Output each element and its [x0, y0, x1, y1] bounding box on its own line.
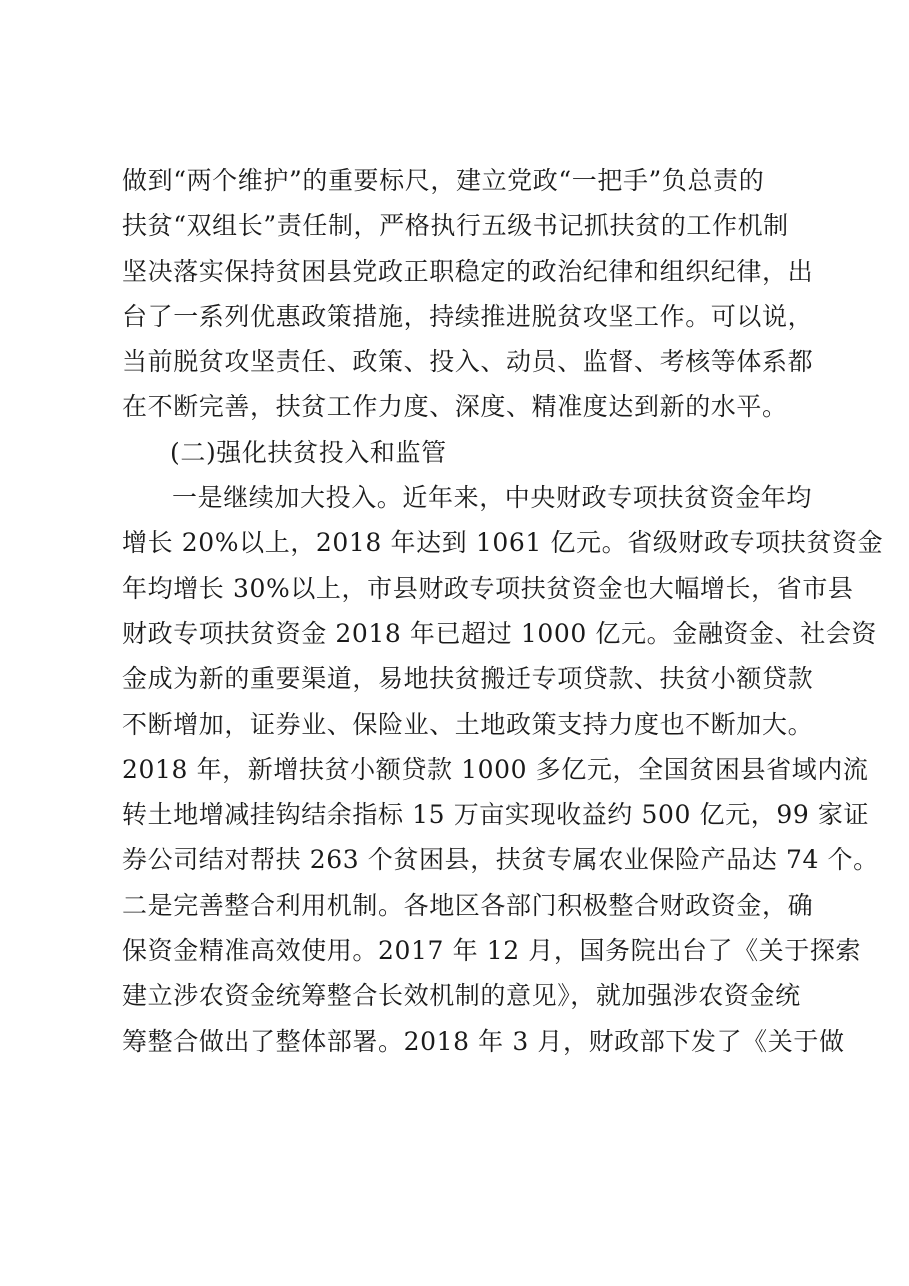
text-line: 转土地增减挂钩结余指标 15 万亩实现收益约 500 亿元，99 家证 — [122, 800, 870, 830]
text-line: 年均增长 30%以上，市县财政专项扶贫资金也大幅增长，省市县 — [122, 573, 854, 603]
text-line: 增长 20%以上，2018 年达到 1061 亿元。省级财政专项扶贫资金 — [122, 528, 884, 558]
text-line: 保资金精准高效使用。2017 年 12 月，国务院出台了《关于探索 — [122, 936, 862, 966]
text-line: 二是完善整合利用机制。各地区各部门积极整合财政资金，确 — [122, 890, 814, 920]
paragraph-first-line: 一是继续加大投入。近年来，中央财政专项扶贫资金年均 — [172, 483, 813, 513]
text-line: 券公司结对帮扶 263 个贫困县，扶贫专属农业保险产品达 74 个。 — [122, 845, 879, 875]
text-line: 做到“两个维护”的重要标尺，建立党政“一把手”负总责的 — [122, 166, 765, 195]
text-line: 台了一系列优惠政策措施，持续推进脱贫攻坚工作。可以说， — [122, 301, 814, 331]
text-line: 筹整合做出了整体部署。2018 年 3 月，财政部下发了《关于做 — [122, 1026, 845, 1056]
text-line: 当前脱贫攻坚责任、政策、投入、动员、监督、考核等体系都 — [122, 347, 814, 377]
document-body — [122, 158, 884, 1064]
text-line: 建立涉农资金统筹整合长效机制的意见》，就加强涉农资金统 — [122, 981, 801, 1011]
text-line: 不断增加，证券业、保险业、土地政策支持力度也不断加大。 — [122, 709, 814, 739]
text-line: 金成为新的重要渠道，易地扶贫搬迁专项贷款、扶贫小额贷款 — [122, 664, 814, 694]
section-heading: (二)强化扶贫投入和监管 — [170, 437, 447, 467]
text-line: 在不断完善，扶贫工作力度、深度、精准度达到新的水平。 — [122, 392, 788, 422]
text-line: 坚决落实保持贫困县党政正职稳定的政治纪律和组织纪律，出 — [122, 256, 814, 286]
text-line: 2018 年，新增扶贫小额贷款 1000 多亿元，全国贫困县省域内流 — [122, 754, 869, 784]
text-line: 扶贫“双组长”责任制，严格执行五级书记抓扶贫的工作机制 — [122, 211, 789, 241]
text-line: 财政专项扶贫资金 2018 年已超过 1000 亿元。金融资金、社会资 — [122, 618, 878, 648]
